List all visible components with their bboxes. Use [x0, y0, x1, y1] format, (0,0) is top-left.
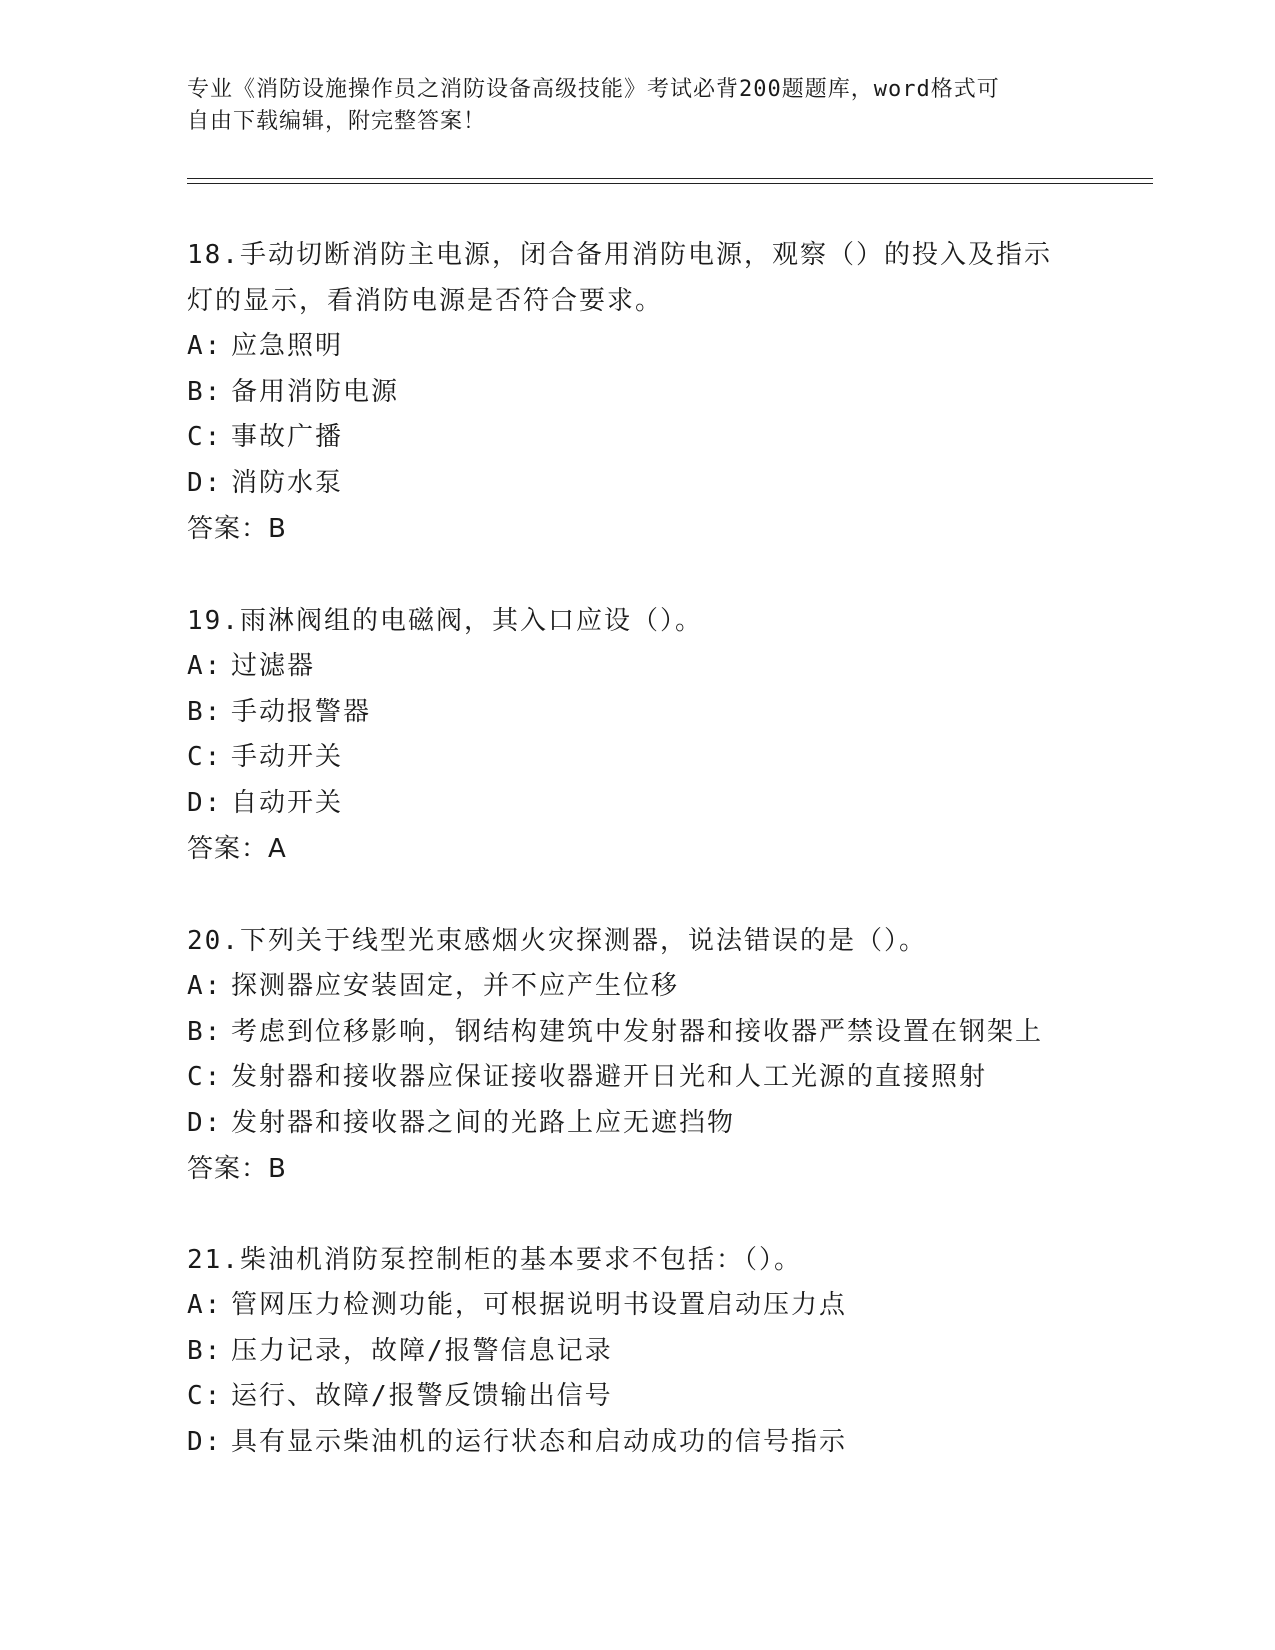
option-letter: C:: [187, 1381, 223, 1411]
header-line-2: 自由下载编辑，附完整答案！: [187, 109, 487, 134]
option-letter: A:: [187, 971, 223, 1001]
option-letter: D:: [187, 467, 223, 498]
option-b: [187, 1329, 1087, 1375]
option-letter: C:: [187, 422, 223, 452]
option-text: 运行、故障/报警反馈输出信号: [231, 1381, 613, 1411]
option-letter: A:: [187, 331, 223, 361]
option-text: 备用消防电源: [231, 376, 400, 407]
option-letter: B:: [187, 1335, 223, 1366]
question-stem: 21.柴油机消防泵控制柜的基本要求不包括：（）。: [187, 1245, 802, 1275]
option-text: 发射器和接收器应保证接收器避开日光和人工光源的直接照射: [231, 1062, 988, 1092]
option-letter: A:: [187, 1290, 223, 1320]
option-c: [187, 1374, 1087, 1420]
option-letter: A:: [187, 651, 223, 681]
option-text: 消防水泵: [231, 467, 344, 498]
option-text: 手动报警器: [231, 696, 372, 727]
option-text: 手动开关: [231, 742, 344, 772]
header-divider-top: [187, 178, 1153, 179]
answer-line: 答案：A: [187, 834, 287, 864]
question-stem: 18.手动切断消防主电源，闭合备用消防电源，观察（）的投入及指示: [187, 240, 1052, 270]
option-a: [187, 644, 1087, 690]
option-letter: D:: [187, 1426, 223, 1457]
option-b: [187, 1010, 1087, 1056]
option-text: 具有显示柴油机的运行状态和启动成功的信号指示: [231, 1426, 848, 1457]
option-text: 发射器和接收器之间的光路上应无遮挡物: [231, 1107, 736, 1138]
question-stem: 20.下列关于线型光束感烟火灾探测器，说法错误的是（）。: [187, 926, 927, 956]
option-c: [187, 735, 1087, 781]
option-text: 过滤器: [231, 651, 316, 681]
answer-line: 答案：B: [187, 514, 287, 544]
option-text: 考虑到位移影响，钢结构建筑中发射器和接收器严禁设置在钢架上: [231, 1016, 1044, 1047]
question-20: [187, 918, 1087, 1192]
option-a: [187, 324, 1087, 370]
option-d: [187, 461, 1087, 507]
option-b: [187, 690, 1087, 736]
option-text: 自动开关: [231, 787, 344, 818]
option-text: 压力记录，故障/报警信息记录: [231, 1335, 613, 1366]
option-d: [187, 1420, 1087, 1466]
question-stem-continued: 灯的显示，看消防电源是否符合要求。: [187, 286, 664, 316]
option-letter: C:: [187, 742, 223, 772]
option-c: [187, 1055, 1087, 1101]
option-text: 事故广播: [231, 422, 344, 452]
option-b: [187, 370, 1087, 416]
question-stem: 19.雨淋阀组的电磁阀，其入口应设（）。: [187, 606, 703, 636]
option-a: [187, 1283, 1087, 1329]
option-text: 探测器应安装固定，并不应产生位移: [231, 971, 680, 1001]
option-text: 应急照明: [231, 331, 344, 361]
header-line-1: 专业《消防设施操作员之消防设备高级技能》考试必背200题题库，word格式可: [187, 77, 1000, 102]
document-header: [187, 74, 1067, 138]
question-18: [187, 232, 1087, 552]
option-d: [187, 1101, 1087, 1147]
question-19: [187, 598, 1087, 872]
option-letter: B:: [187, 1016, 223, 1047]
option-letter: D:: [187, 787, 223, 818]
option-letter: C:: [187, 1062, 223, 1092]
option-letter: D:: [187, 1107, 223, 1138]
answer-line: 答案：B: [187, 1154, 287, 1184]
option-letter: B:: [187, 376, 223, 407]
question-21: [187, 1237, 1087, 1465]
option-a: [187, 964, 1087, 1010]
option-text: 管网压力检测功能，可根据说明书设置启动压力点: [231, 1290, 848, 1320]
option-d: [187, 781, 1087, 827]
option-letter: B:: [187, 696, 223, 727]
option-c: [187, 415, 1087, 461]
header-divider-bottom: [187, 183, 1153, 184]
